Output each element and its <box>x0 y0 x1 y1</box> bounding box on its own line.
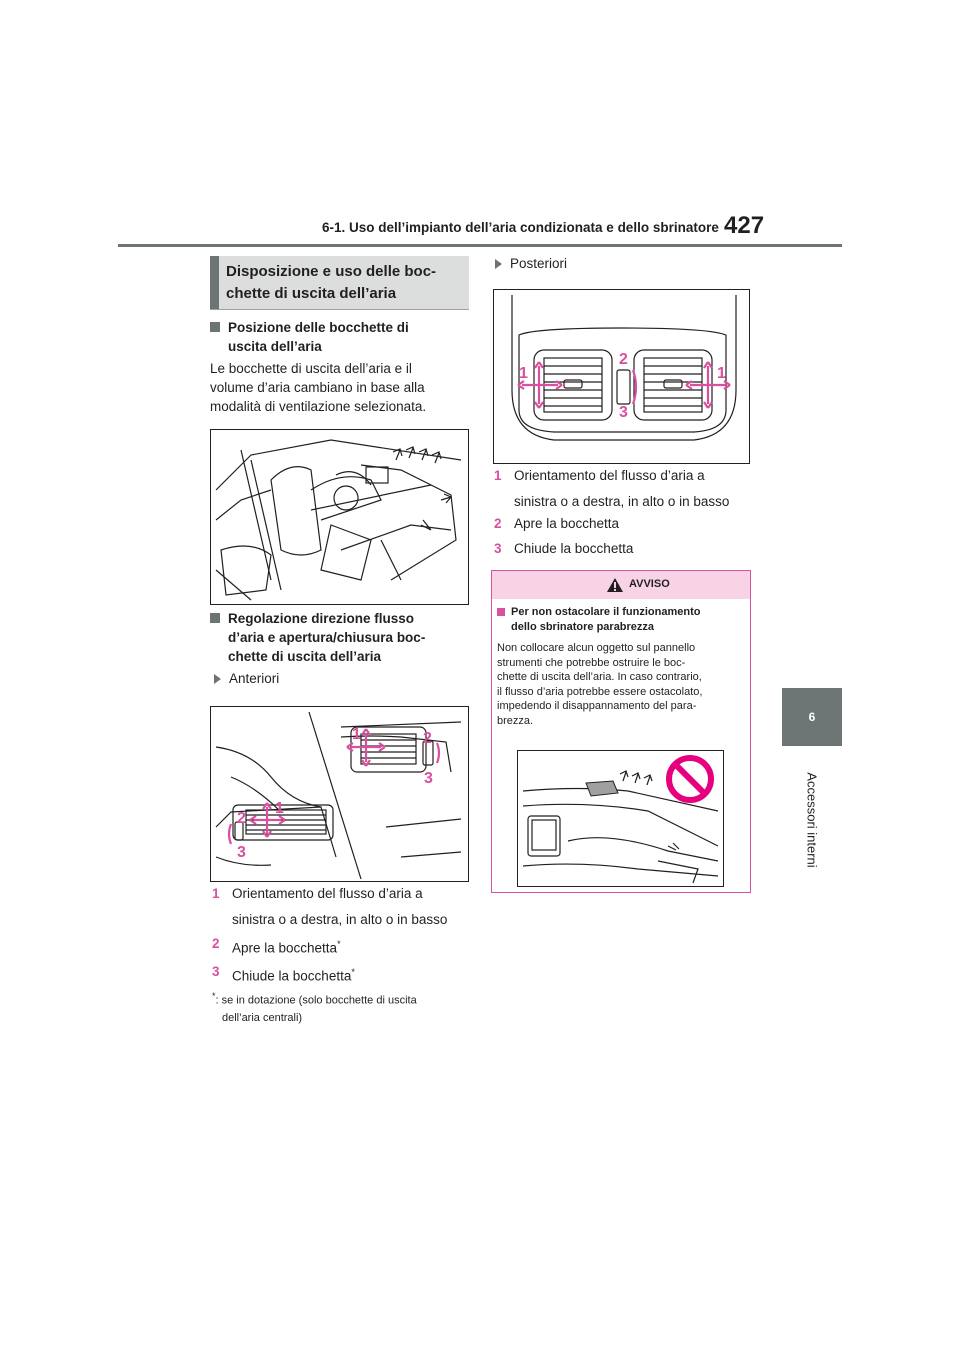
warning-heading: Per non ostacolare il funzionamento dello sbrinatore parabrezza <box>497 605 745 635</box>
rear-item-2: 2 Apre la bocchetta <box>494 516 620 531</box>
subheading-position: Posizione delle bocchette di uscita dell’aria <box>210 318 470 356</box>
warning-box <box>491 570 751 893</box>
warning-label: AVVISO <box>629 578 670 590</box>
figure-dashboard-warning <box>517 750 724 887</box>
figure-front-vents <box>210 706 469 882</box>
chapter-title: Accessori interni <box>804 772 820 868</box>
footnote: *: se in dotazione (solo bocchette di uscita dell’aria centrali) <box>212 991 417 1024</box>
warning-header <box>492 571 750 599</box>
front-label: Anteriori <box>214 671 279 686</box>
callout-2-center: 2 <box>423 730 432 747</box>
front-item-3: 3 Chiude la bocchetta* <box>212 964 355 984</box>
callout-3-center: 3 <box>424 770 433 787</box>
callout-1-rear-left: 1 <box>519 365 528 382</box>
front-item-1: 1 Orientamento del flusso d’aria a sinistra o a destra, in alto o in basso <box>212 886 448 927</box>
callout-1-side: 1 <box>275 800 284 817</box>
page-number: 427 <box>724 212 765 239</box>
warning-body: Non collocare alcun oggetto sul pannello strumenti che potrebbe ostruire le boc- chette di uscita dell’aria. In caso contrario, il flusso d’aria potrebbe essere ostacolato, impedendo il disappannamento del para- brezza. <box>497 642 703 727</box>
front-item-2: 2 Apre la bocchetta* <box>212 936 341 956</box>
figure-rear-vents <box>493 289 750 464</box>
rear-label: Posteriori <box>495 256 567 271</box>
chapter-title-vertical <box>792 760 832 880</box>
callout-2-side: 2 <box>237 810 246 827</box>
subheading-adjust: Regolazione direzione flusso d’aria e apertura/chiusura boc- chette di uscita dell’aria <box>210 609 470 666</box>
prohibition-icon <box>669 758 711 800</box>
square-bullet-icon <box>210 613 220 623</box>
running-header: 6-1. Uso dell’impianto dell’aria condizionata e dello sbrinatore <box>322 220 719 235</box>
callout-2-rear: 2 <box>619 351 628 368</box>
chapter-tab: 6 <box>782 688 842 746</box>
rear-item-3: 3 Chiude la bocchetta <box>494 541 634 556</box>
triangle-bullet-icon <box>495 259 502 269</box>
figure-interior-overview <box>210 429 469 605</box>
callout-1-rear-right: 1 <box>717 365 726 382</box>
section-rule <box>210 309 469 310</box>
section-title-box <box>210 256 469 309</box>
section-title-bar <box>210 256 219 309</box>
position-paragraph: Le bocchette di uscita dell’aria e il volume d’aria cambiano in base alla modalità di ventilazione selezionata. <box>210 361 427 414</box>
square-bullet-icon <box>497 608 505 616</box>
warning-triangle-icon <box>606 577 624 593</box>
square-bullet-icon <box>210 322 220 332</box>
triangle-bullet-icon <box>214 674 221 684</box>
rear-item-1: 1 Orientamento del flusso d’aria a sinistra o a destra, in alto o in basso <box>494 468 730 509</box>
callout-1-center: 1 <box>352 726 361 743</box>
header-rule <box>118 244 842 247</box>
callout-3-side: 3 <box>237 844 246 861</box>
section-title: Disposizione e uso delle boc- chette di uscita dell’aria <box>226 263 437 302</box>
callout-3-rear: 3 <box>619 404 628 421</box>
